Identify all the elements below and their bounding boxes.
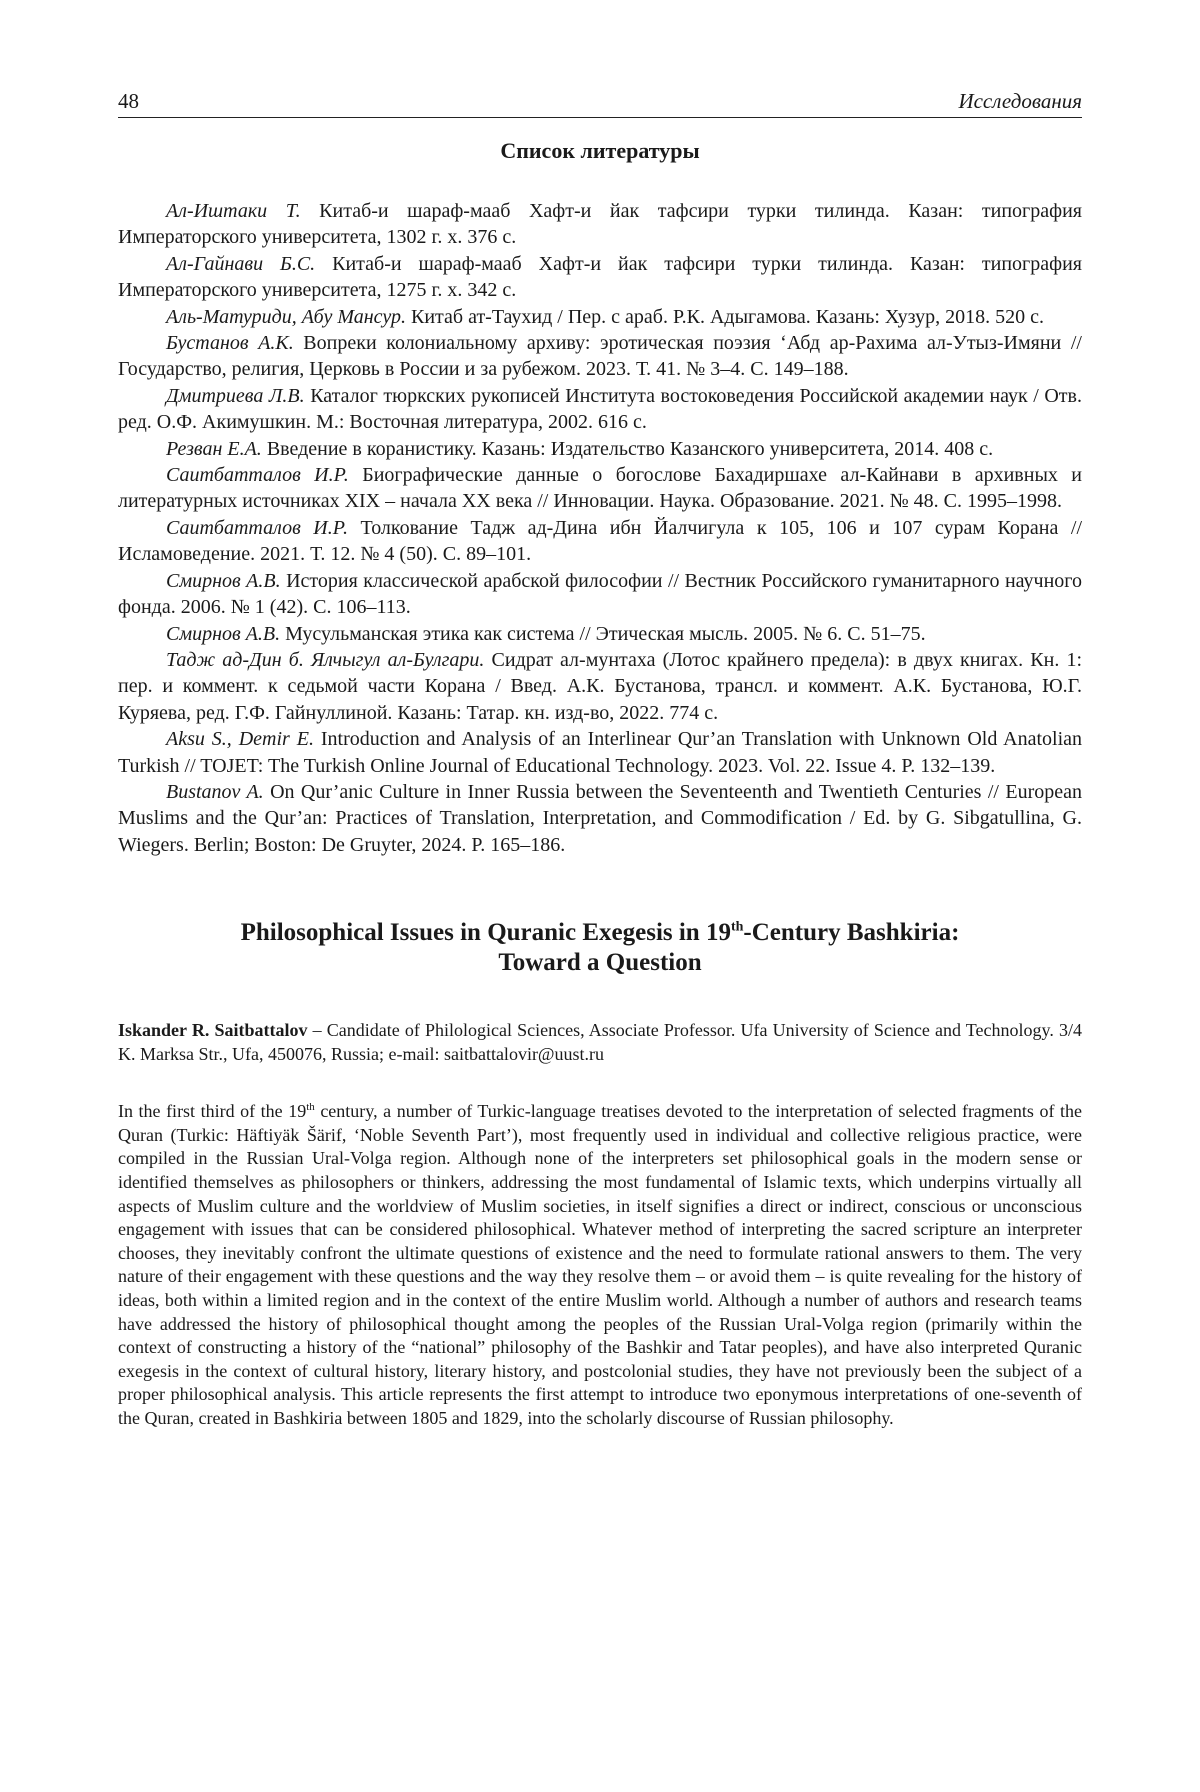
reference-item (118, 198, 1082, 251)
journal-page (118, 88, 1082, 1430)
title-part: Philosophical Issues in Quranic Exegesis in 19 (240, 919, 731, 947)
reference-author: Смирнов А.В. (166, 622, 281, 645)
abstract-text: century, a number of Turkic-language treatises devoted to the interpretation of selected fragments of the Quran (Turkic: Häftiyäk Šärif, ‘Noble Seventh Part’), most frequently used in individual and collective religious practice, were compiled in the Russian Ural-Volga region. Although none of the interpreters set philosophical goals in the modern sense or identified themselves as philosophers or thinkers, addressing the most fundamental of Islamic texts, which underpins virtually all aspects of Muslim culture and the worldview of Muslim societies, in itself signifies a direct or indirect, conscious or unconscious engagement with issues that can be considered philosophical. Whatever method of interpreting the sacred scripture an interpreter chooses, they inevitably confront the ultimate questions of existence and the need to formulate rational answers to them. The very nature of their engagement with these questions and the way they resolve them – or avoid them – is quite revealing for the history of ideas, both within a limited region and in the context of the entire Muslim world. Although a number of authors and research teams have addressed the history of philosophical thought among the peoples of the Russian Ural-Volga region (primarily within the context of constructing a history of the “national” philosophy of the Bashkir and Tatar peoples), and have also interpreted Quranic exegesis in the context of cultural history, literary history, and postcolonial studies, they have not previously been the subject of a proper philosophical analysis. This article represents the first attempt to introduce two eponymous interpretations of one-seventh of the Quran, created in Bashkiria between 1805 and 1829, into the scholarly discourse of Russian philosophy. (118, 1101, 1082, 1428)
reference-item (118, 779, 1082, 858)
reference-author: Смирнов А.В. (166, 569, 281, 592)
reference-author: Ал-Иштаки Т. (166, 200, 301, 222)
reference-text: История классической арабской философии // Вестник Российского гуманитарного научного фонда. 2006. № 1 (42). С. 106–113. (118, 569, 1083, 619)
reference-text: Каталог тюркских рукописей Института востоковедения Российской академии наук / Отв. ред. О.Ф. Акимушкин. М.: Восточная литература, 2002. 616 с. (118, 384, 1082, 434)
reference-item (118, 515, 1082, 568)
abstract (118, 1100, 1082, 1430)
reference-author: Ал-Гайнави Б.С. (166, 252, 316, 275)
reference-author: Аль-Матуриди, Абу Мансур. (166, 305, 406, 328)
references-list (118, 198, 1082, 858)
reference-text: Сидрат ал-мунтаха (Лотос крайнего предела): в двух книгах. Кн. 1: пер. и коммент. к седьмой части Корана / Введ. А.К. Бустанова, трансл. и коммент. А.К. Бустанова, Ю.Г. Куряева, ред. Г.Ф. Гайнуллиной. Казань: Татар. кн. изд-во, 2022. 774 с. (118, 648, 1082, 724)
reference-author: Bustanov A. (166, 780, 264, 803)
reference-item (118, 330, 1082, 383)
reference-text: Мусульманская этика как система // Этическая мысль. 2005. № 6. С. 51–75. (280, 622, 926, 645)
reference-item (118, 251, 1082, 304)
reference-text: Introduction and Analysis of an Interlinear Qur’an Translation with Unknown Old Anatolian Turkish // TOJET: The Turkish Online Journal of Educational Technology. 2023. Vol. 22. Issue 4. P. 132–139. (118, 728, 1082, 777)
reference-item (118, 568, 1082, 621)
title-superscript: th (730, 919, 744, 935)
reference-text: Вопреки колониальному архиву: эротическая поэзия ʻАбд ар-Рахима ал-Утыз-Имяни // Государство, религия, Церковь в России и за рубежом. 2023. Т. 41. № 3–4. С. 149–188. (118, 332, 1082, 381)
reference-text: On Qur’anic Culture in Inner Russia between the Seventeenth and Twentieth Centuries // European Muslims and the Qur’an: Practices of Translation, Interpretation, and Commodification / Ed. by G. Sibgatullina, G. Wiegers. Berlin; Boston: De Gruyter, 2024. P. 165–186. (118, 780, 1082, 856)
abstract-text: In the first third of the 19 (118, 1101, 307, 1122)
reference-author: Дмитриева Л.В. (166, 384, 305, 407)
reference-item (118, 304, 1082, 330)
page-number: 48 (118, 89, 139, 113)
title-line-2: Toward a Question (498, 949, 702, 977)
reference-item (118, 383, 1082, 436)
article-title (118, 918, 1082, 978)
reference-author: Резван Е.А. (166, 437, 262, 460)
references-heading: Список литературы (500, 138, 700, 163)
reference-item (118, 462, 1082, 515)
author-info (118, 1018, 1082, 1066)
running-header (118, 88, 1082, 118)
reference-item (118, 436, 1082, 462)
reference-author: Саитбатталов И.Р. (166, 516, 348, 539)
reference-text: Введение в коранистику. Казань: Издательство Казанского университета, 2014. 408 с. (261, 437, 994, 460)
reference-item (118, 726, 1082, 779)
reference-author: Тадж ад-Дин б. Ялчыгул ал-Булгари. (166, 648, 485, 671)
reference-text: Китаб ат-Таухид / Пер. с араб. Р.К. Адыгамова. Казань: Хузур, 2018. 520 с. (406, 305, 1044, 328)
reference-item (118, 647, 1082, 726)
reference-text: Китаб-и шараф-мааб Хафт-и йак тафсири турки тилинда. Казан: типография Императорского университета, 1302 г. х. 376 с. (118, 200, 1082, 249)
section-name: Исследования (958, 89, 1082, 113)
reference-item (118, 621, 1082, 647)
reference-author: Бустанов А.К. (166, 332, 294, 355)
author-details: – Candidate of Philological Sciences, Associate Professor. Ufa University of Science and Technology. 3/4 K. Marksa Str., Ufa, 450076, Russia; e-mail: saitbattalovir@uust.ru (118, 1020, 1082, 1065)
author-name: Iskander R. Saitbattalov (118, 1020, 308, 1041)
abstract-superscript: th (306, 1101, 315, 1114)
reference-text: Толкование Тадж ад-Дина ибн Йалчигула к 105, 106 и 107 сурам Корана // Исламоведение. 2021. Т. 12. № 4 (50). С. 89–101. (118, 516, 1082, 566)
reference-author: Саитбатталов И.Р. (166, 464, 349, 487)
reference-text: Китаб-и шараф-мааб Хафт-и йак тафсири турки тилинда. Казан: типография Императорского университета, 1275 г. х. 342 с. (118, 252, 1083, 302)
reference-author: Aksu S., Demir E. (166, 728, 314, 751)
reference-text: Биографические данные о богослове Бахадиршахе ал-Кайнави в архивных и литературных источниках XIX – начала XX века // Инновации. Наука. Образование. 2021. № 48. С. 1995–1998. (118, 464, 1082, 513)
title-part: -Century Bashkiria: (743, 919, 960, 947)
